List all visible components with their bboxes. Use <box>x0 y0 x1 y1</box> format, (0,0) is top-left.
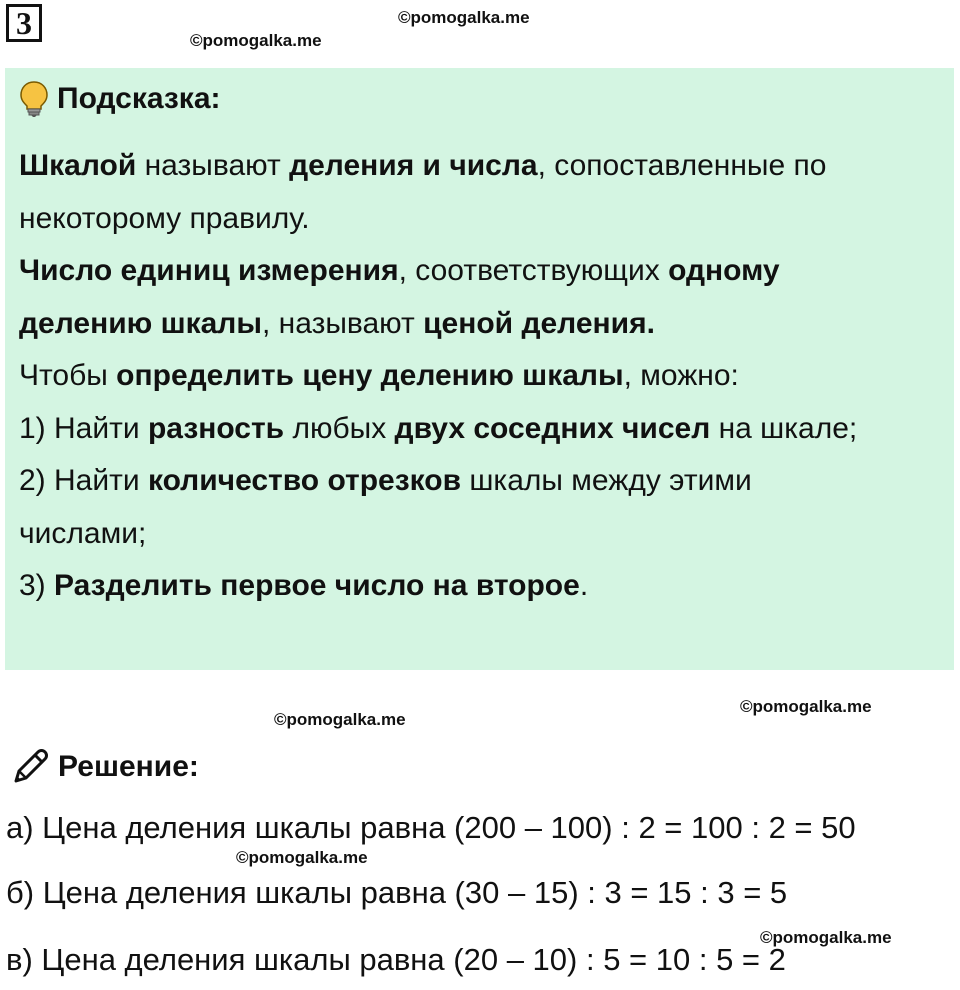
hint-text-bold: разность <box>147 411 285 445</box>
hint-title: Подсказка: <box>57 82 221 115</box>
hint-text-bold: одному <box>668 254 780 287</box>
hint-line <box>19 350 939 403</box>
hint-text: 1) Найти <box>19 411 148 445</box>
hint-box <box>5 68 954 670</box>
hint-text-bold: ценой деления <box>423 306 647 340</box>
hint-text-bold: количество отрезков <box>147 464 462 497</box>
watermark: ©pomogalka.me <box>740 697 872 716</box>
hint-line <box>19 455 939 508</box>
hint-text: некоторому правилу. <box>19 201 310 235</box>
hint-text: Чтобы <box>19 359 117 392</box>
hint-text-bold: . <box>646 306 655 340</box>
watermark: ©pomogalka.me <box>190 31 322 50</box>
hint-text: 3) <box>19 569 55 602</box>
hint-text: , называют <box>261 306 424 340</box>
pencil-icon <box>8 745 52 789</box>
hint-text: , соответствующих <box>398 254 669 287</box>
solution-line-c: в) Цена деления шкалы равна (20 – 10) : 5 = 10 : 5 = 2 <box>6 942 786 977</box>
hint-line <box>19 403 939 456</box>
hint-text-bold: двух соседних чисел <box>394 411 711 445</box>
watermark: ©pomogalka.me <box>760 928 892 947</box>
hint-text: на шкале; <box>710 411 858 445</box>
hint-line <box>19 560 939 613</box>
hint-header <box>19 80 221 118</box>
hint-text: , можно: <box>623 359 739 392</box>
solution-line-b: б) Цена деления шкалы равна (30 – 15) : 3 = 15 : 3 = 5 <box>6 875 788 910</box>
hint-text: . <box>579 569 589 602</box>
hint-text-bold: Число единиц измерения <box>19 254 399 287</box>
hint-body <box>19 140 939 613</box>
hint-text: , сопоставленные по <box>537 149 827 182</box>
hint-text: называют <box>136 149 290 182</box>
solution-header <box>8 745 199 789</box>
hint-line <box>19 508 939 561</box>
hint-text-bold: Шкалой <box>19 149 137 182</box>
hint-line <box>19 140 939 193</box>
hint-text-bold: деления и числа <box>289 149 538 182</box>
watermark: ©pomogalka.me <box>236 848 368 867</box>
hint-line <box>19 193 939 246</box>
hint-text: 2) Найти <box>19 464 148 497</box>
solution-title: Решение: <box>58 750 199 783</box>
hint-text: числами; <box>19 516 147 550</box>
watermark: ©pomogalka.me <box>398 8 530 27</box>
hint-text-bold: определить цену делению шкалы <box>116 359 624 392</box>
hint-text-bold: Разделить первое число на второе <box>54 569 580 602</box>
lightbulb-icon <box>19 80 49 118</box>
solution-line-a: а) Цена деления шкалы равна (200 – 100) : 2 = 100 : 2 = 50 <box>6 810 856 845</box>
hint-line <box>19 298 939 351</box>
hint-line <box>19 245 939 298</box>
hint-text: любых <box>284 411 395 445</box>
watermark: ©pomogalka.me <box>274 710 406 729</box>
task-number: 3 <box>6 4 42 42</box>
hint-text: шкалы между этими <box>461 464 752 497</box>
hint-text-bold: делению шкалы <box>19 306 262 340</box>
